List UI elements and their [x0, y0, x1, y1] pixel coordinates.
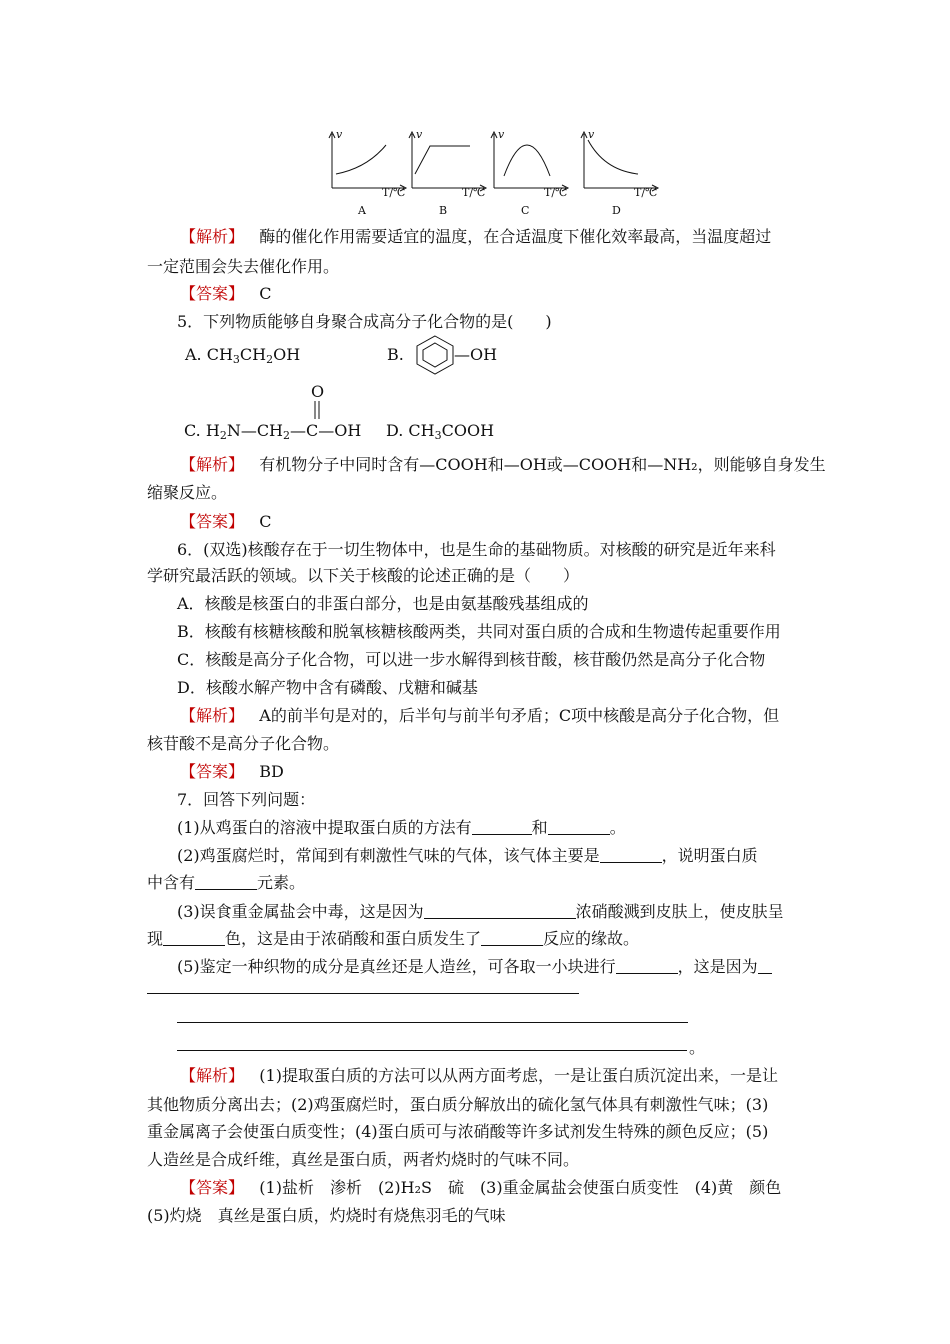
q6-option-c: C．核酸是高分子化合物，可以进一步水解得到核苷酸，核苷酸仍然是高分子化合物: [177, 650, 766, 669]
q7-analysis-tag: 【解析】: [180, 1066, 245, 1085]
q6-answer: [180, 759, 284, 782]
q5-analysis-tag: 【解析】: [180, 455, 245, 474]
q7-p5-text: (5)鉴定一种织物的成分是真丝还是人造丝，可各取一小块进行: [177, 957, 616, 976]
q7-answer-text2: (5)灼烧 真丝是蛋白质，灼烧时有烧焦羽毛的气味: [147, 1206, 506, 1225]
graph-a-t-label: T/℃: [382, 186, 406, 199]
graph-b-v-label: v: [416, 128, 423, 141]
q7-p3-text: (3)误食重金属盐会中毒，这是因为: [177, 902, 424, 921]
q6-answer-tag: 【答案】: [180, 762, 245, 781]
q7-analysis-text3: 重金属离子会使蛋白质变性；(4)蛋白质可与浓硝酸等许多试剂发生特殊的颜色反应；(5): [147, 1122, 769, 1141]
q5-option-c: [184, 421, 361, 442]
q7-p2-text4: 元素。: [257, 873, 306, 892]
graph-b-label: B: [439, 204, 448, 217]
q5-analysis-text1: 有机物分子中同时含有—COOH和—OH或—COOH和—NH₂，则能够自身发生: [259, 455, 826, 474]
double-bond-icon: [310, 400, 324, 420]
q7-analysis-line1: [180, 1063, 778, 1086]
q7-p1-text: (1)从鸡蛋白的溶液中提取蛋白质的方法有: [177, 818, 472, 837]
q5-c-label: C.: [184, 421, 201, 440]
q7-p2-blank2[interactable]: [195, 875, 257, 890]
q7-p1-blank2[interactable]: [548, 820, 610, 835]
graph-a-v-label: v: [336, 128, 343, 141]
q6-stem1: 6．(双选)核酸存在于一切生物体中，也是生命的基础物质。对核酸的研究是近年来科: [177, 540, 776, 559]
q6-analysis-text1: A的前半句是对的，后半句与前半句矛盾；C项中核酸是高分子化合物，但: [259, 706, 780, 725]
q7-p5-blank2-start[interactable]: [758, 959, 772, 974]
q5-answer: [180, 509, 272, 532]
q6-option-b: B．核酸有核糖核酸和脱氧核糖核酸两类，共同对蛋白质的合成和生物遗传起重要作用: [177, 622, 781, 641]
q5-b-oh: —OH: [454, 345, 498, 364]
q7-part5: [177, 954, 772, 977]
q4-analysis-tag: 【解析】: [180, 227, 245, 246]
graph-c-t-label: T/℃: [544, 186, 568, 199]
graph-b-t-label: T/℃: [462, 186, 486, 199]
q6-stem2: 学研究最活跃的领域。以下关于核酸的论述正确的是（ ）: [147, 566, 580, 585]
q5-c-carbonyl-o: O: [311, 382, 325, 401]
q7-p3-text3: 现: [147, 929, 164, 948]
q5-a-text2: CH: [239, 345, 267, 364]
q5-b-label: B.: [387, 345, 404, 364]
q5-c-sub1: 2: [219, 429, 227, 442]
q5-c-sub2: 2: [283, 429, 291, 442]
q7-stem: 7．回答下列问题：: [177, 790, 316, 809]
q7-part1: [177, 815, 626, 838]
q7-p1-end: 。: [609, 818, 626, 837]
q7-p5-answer-line1[interactable]: [147, 993, 579, 994]
q7-part2-line2: [147, 870, 305, 893]
q7-p1-blank1[interactable]: [472, 820, 532, 835]
q7-p5-answer-line2[interactable]: [177, 1022, 688, 1023]
graph-d-t-label: T/℃: [634, 186, 658, 199]
q7-p5-blank1[interactable]: [616, 959, 678, 974]
q6-analysis-line1: [180, 703, 779, 726]
benzene-ring-icon: [410, 333, 460, 375]
q7-p3-text2: 浓硝酸溅到皮肤上，使皮肤呈: [575, 902, 784, 921]
q7-part2: [177, 843, 758, 866]
q7-part3-line2: [147, 926, 639, 949]
q7-p3-blank1[interactable]: [424, 904, 576, 919]
q5-c-n: N—CH: [226, 421, 284, 440]
q5-option-a: [185, 345, 300, 366]
q7-p5-text2: ，这是因为: [677, 957, 758, 976]
q4-answer: [180, 281, 272, 304]
q7-analysis-text4: 人造丝是合成纤维，真丝是蛋白质，两者灼烧时的气味不同。: [147, 1150, 580, 1169]
q7-p3-text4: 色，这是由于浓硝酸和蛋白质发生了: [225, 929, 482, 948]
q4-analysis-text1: 酶的催化作用需要适宜的温度，在合适温度下催化效率最高，当温度超过: [259, 227, 772, 246]
q7-p3-blank3[interactable]: [481, 931, 543, 946]
q6-answer-value: BD: [259, 762, 284, 781]
q7-p2-blank1[interactable]: [600, 848, 662, 863]
q7-answer-tag: 【答案】: [180, 1178, 245, 1197]
rate-temperature-graphs: [322, 128, 662, 220]
q7-part3: [177, 899, 784, 922]
q6-option-d: D．核酸水解产物中含有磷酸、戊糖和碱基: [177, 678, 478, 697]
q4-analysis-line1: [180, 224, 771, 247]
q5-analysis-text2: 缩聚反应。: [147, 483, 228, 502]
q5-a-text3: OH: [273, 345, 301, 364]
q4-answer-tag: 【答案】: [180, 284, 245, 303]
q6-analysis-text2: 核苷酸不是高分子化合物。: [147, 734, 340, 753]
q7-analysis-text2: 其他物质分离出去；(2)鸡蛋腐烂时，蛋白质分解放出的硫化氢气体具有刺激性气味；(3): [147, 1095, 769, 1114]
q5-a-text1: A. CH: [185, 345, 233, 364]
graph-d-v-label: v: [588, 128, 595, 141]
q5-answer-value: C: [259, 512, 272, 531]
q7-p1-and: 和: [531, 818, 548, 837]
q7-p3-text5: 反应的缘故。: [543, 929, 640, 948]
q5-stem: 5．下列物质能够自身聚合成高分子化合物的是( ): [177, 312, 552, 331]
q5-a-sub2: 2: [266, 353, 274, 366]
q5-d-sub: 3: [434, 429, 442, 442]
graph-c-v-label: v: [498, 128, 505, 141]
q5-option-d: [386, 421, 494, 442]
q7-answer-text1: (1)盐析 渗析 (2)H₂S 硫 (3)重金属盐会使蛋白质变性 (4)黄 颜色: [259, 1178, 782, 1197]
q5-d-text2: COOH: [441, 421, 495, 440]
q7-answer-line1: [180, 1175, 781, 1198]
q5-d-text1: D. CH: [386, 421, 435, 440]
q5-c-c: —C—OH: [290, 421, 362, 440]
q7-analysis-text1: (1)提取蛋白质的方法可以从两方面考虑，一是让蛋白质沉淀出来，一是让: [259, 1066, 778, 1085]
q5-analysis-line1: [180, 452, 826, 475]
q7-p3-blank2[interactable]: [163, 931, 225, 946]
q7-p5-end: 。: [689, 1038, 706, 1057]
q4-answer-value: C: [259, 284, 272, 303]
q5-option-b: [387, 345, 404, 364]
q5-a-sub1: 3: [232, 353, 240, 366]
graph-c-label: C: [521, 204, 530, 217]
graph-a-label: A: [358, 204, 366, 217]
q5-answer-tag: 【答案】: [180, 512, 245, 531]
q6-option-a: A．核酸是核蛋白的非蛋白部分，也是由氨基酸残基组成的: [177, 594, 589, 613]
q7-p2-text3: 中含有: [147, 873, 196, 892]
graphs-svg: [322, 128, 662, 216]
q6-analysis-tag: 【解析】: [180, 706, 245, 725]
q5-c-h: H: [205, 421, 220, 440]
graph-d-label: D: [612, 204, 621, 217]
q7-p2-text2: ，说明蛋白质: [661, 846, 758, 865]
q4-analysis-text2: 一定范围会失去催化作用。: [147, 257, 340, 276]
q7-p5-answer-line3[interactable]: [177, 1050, 687, 1051]
q7-p2-text: (2)鸡蛋腐烂时，常闻到有刺激性气味的气体，该气体主要是: [177, 846, 600, 865]
